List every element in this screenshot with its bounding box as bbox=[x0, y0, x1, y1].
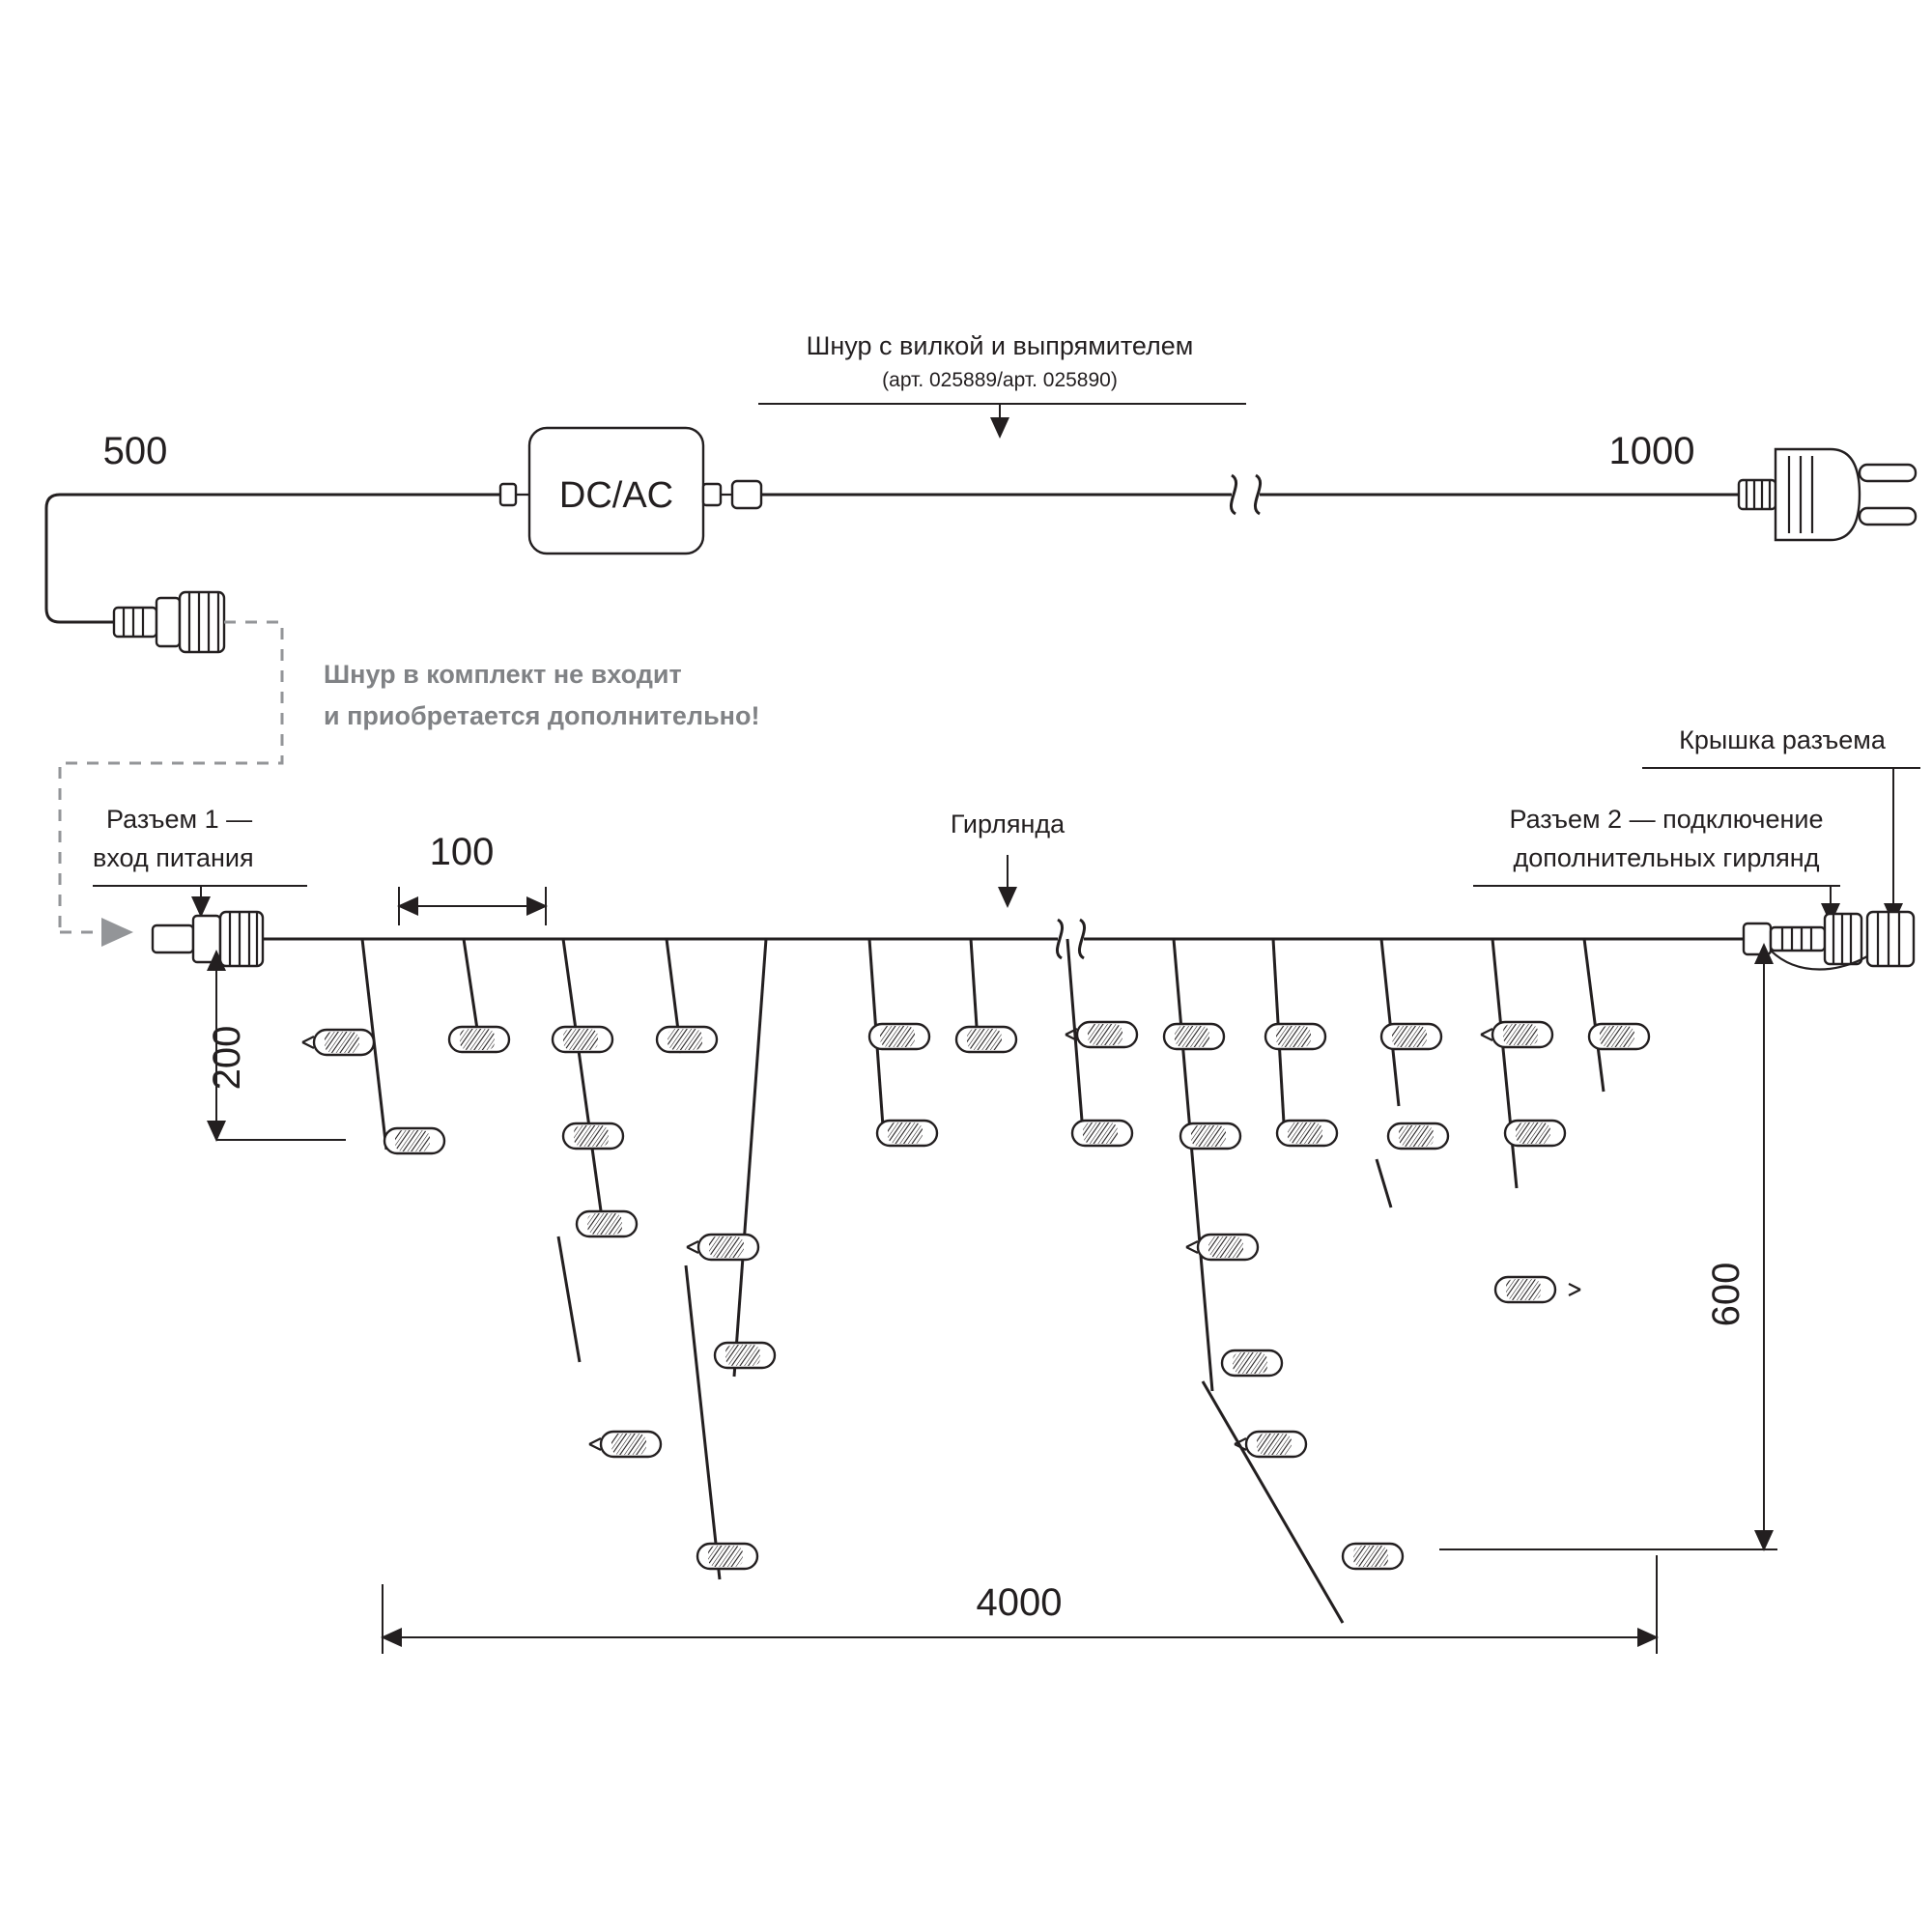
bulb bbox=[1265, 1024, 1325, 1049]
callout-connector1-line1: Разъем 1 — bbox=[106, 805, 253, 834]
callout-garland-label: Гирлянда bbox=[950, 810, 1065, 838]
strand bbox=[1164, 939, 1282, 1391]
callout-cap-label: Крышка разъема bbox=[1679, 725, 1886, 754]
bulb bbox=[715, 1343, 775, 1368]
bulb bbox=[1180, 1123, 1240, 1149]
bulb bbox=[657, 1027, 717, 1052]
bulb bbox=[577, 1211, 637, 1236]
strand bbox=[687, 939, 775, 1377]
dimension-drop-200-label: 200 bbox=[206, 1025, 248, 1091]
callout-cord-title: Шнур с вилкой и выпрямителем bbox=[806, 331, 1194, 360]
dimension-mains-1000: 1000 bbox=[1608, 430, 1695, 472]
strand bbox=[1265, 939, 1337, 1146]
bulb bbox=[1381, 1024, 1441, 1049]
callout-cord-with-plug bbox=[758, 331, 1246, 437]
strand bbox=[1377, 1159, 1580, 1302]
callout-connector-2 bbox=[1473, 805, 1840, 923]
dimension-lead-500: 500 bbox=[102, 430, 168, 472]
note-line-2: и приобретается дополнительно! bbox=[324, 701, 760, 730]
bulb bbox=[697, 1544, 757, 1569]
strand bbox=[449, 939, 509, 1052]
note-cord-not-included bbox=[324, 660, 759, 730]
bulb bbox=[1589, 1024, 1649, 1049]
strand bbox=[589, 1265, 757, 1579]
strand bbox=[1584, 939, 1649, 1092]
strand bbox=[1481, 939, 1565, 1188]
bulb bbox=[1164, 1024, 1224, 1049]
bulb bbox=[1186, 1235, 1258, 1260]
note-line-1: Шнур в комплект не входит bbox=[324, 660, 682, 689]
power-lead-wire bbox=[46, 484, 533, 622]
mains-wire bbox=[703, 449, 1916, 540]
bulb bbox=[877, 1121, 937, 1146]
rectifier-label: DC/AC bbox=[558, 475, 674, 516]
bulb bbox=[1481, 1022, 1552, 1047]
bulb bbox=[384, 1128, 444, 1153]
bulb bbox=[1495, 1277, 1580, 1302]
bulb bbox=[302, 1030, 374, 1055]
strand bbox=[1381, 939, 1448, 1149]
lead-connector-plug bbox=[114, 592, 224, 652]
strand bbox=[558, 1236, 580, 1362]
bulb bbox=[449, 1027, 509, 1052]
bulb bbox=[1505, 1121, 1565, 1146]
bulb bbox=[869, 1024, 929, 1049]
callout-connector2-line2: дополнительных гирлянд bbox=[1513, 843, 1820, 872]
bulb bbox=[1388, 1123, 1448, 1149]
strand bbox=[869, 939, 937, 1146]
dimension-spacing-100-label: 100 bbox=[429, 831, 495, 873]
callout-connector-1 bbox=[93, 805, 307, 916]
bulb bbox=[687, 1235, 758, 1260]
dimension-height-600-label: 600 bbox=[1705, 1262, 1747, 1327]
bulb bbox=[1343, 1544, 1403, 1569]
strand bbox=[553, 939, 637, 1236]
strand bbox=[1203, 1381, 1403, 1623]
strand bbox=[1065, 939, 1137, 1146]
bulb bbox=[1072, 1121, 1132, 1146]
bulb bbox=[563, 1123, 623, 1149]
bulb bbox=[553, 1027, 612, 1052]
bulb bbox=[956, 1027, 1016, 1052]
bulb bbox=[589, 1432, 661, 1457]
dimension-spacing-100 bbox=[399, 831, 546, 925]
callout-cord-subtitle: (арт. 025889/арт. 025890) bbox=[882, 369, 1118, 391]
bulb bbox=[1277, 1121, 1337, 1146]
bulb bbox=[1222, 1350, 1282, 1376]
garland-main-wire bbox=[153, 912, 1914, 970]
dimension-width-4000 bbox=[383, 1555, 1657, 1654]
callout-connector2-line1: Разъем 2 — подключение bbox=[1509, 805, 1824, 834]
callout-garland bbox=[951, 810, 1065, 906]
strand bbox=[657, 939, 717, 1053]
strand bbox=[302, 939, 444, 1153]
dimension-width-4000-label: 4000 bbox=[976, 1581, 1063, 1624]
callout-connector1-line2: вход питания bbox=[93, 843, 254, 872]
garland-strands bbox=[302, 939, 1649, 1623]
strand bbox=[956, 939, 1016, 1052]
rectifier-box bbox=[529, 428, 703, 554]
